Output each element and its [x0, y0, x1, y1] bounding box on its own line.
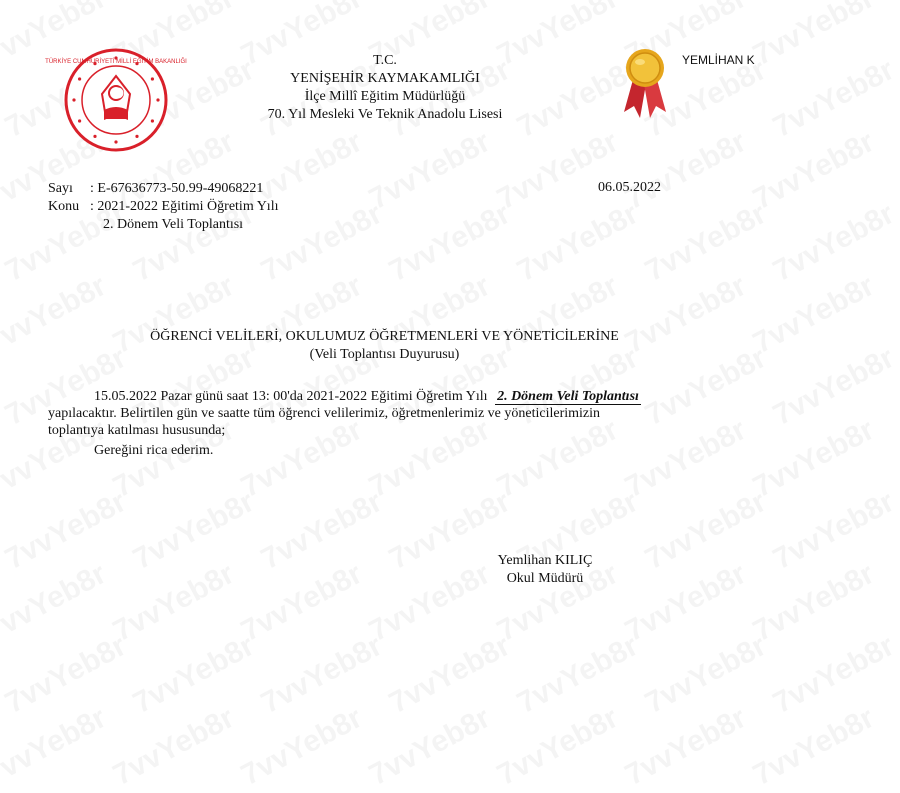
watermark-text — [620, 125, 752, 217]
signature-block — [470, 552, 620, 588]
logo-star — [78, 77, 81, 80]
watermark-text — [0, 701, 112, 793]
document-meta — [48, 180, 278, 234]
header-district: YENİŞEHİR KAYMAKAMLIĞI — [290, 71, 480, 86]
watermark-text — [256, 629, 388, 721]
body-closing: Gereğini rica ederim. — [94, 443, 214, 458]
logo-star — [72, 98, 75, 101]
addressee-line1: ÖĞRENCİ VELİLERİ, OKULUMUZ ÖĞRETMENLERİ VE YÖNETİCİLERİNE — [150, 329, 619, 344]
watermark-text — [512, 197, 644, 289]
logo-star — [156, 98, 159, 101]
signatory-name: Yemlihan KILIÇ — [497, 553, 593, 568]
header-country: T.C. — [373, 53, 397, 68]
logo-star — [151, 77, 154, 80]
number-value: : E-67636773-50.99-49068221 — [90, 181, 264, 196]
watermark-text — [512, 629, 644, 721]
watermark-text — [640, 197, 772, 289]
body-line2: yapılacaktır. Belirtilen gün ve saatte tüm öğrenci velilerimiz, öğretmenlerimiz ve yöneticilerimizin — [48, 406, 601, 421]
logo-caption: TÜRKİYE CUMHURİYETİ MİLLİ EĞİTİM BAKANLIĞI — [45, 59, 187, 65]
watermark-text — [128, 629, 260, 721]
meeting-highlight: 2. Dönem Veli Toplantısı — [497, 389, 639, 404]
watermark-text — [128, 485, 260, 577]
body-line3: toplantıya katılması hususunda; — [48, 423, 226, 438]
watermark-text — [384, 629, 516, 721]
document-date: 06.05.2022 — [598, 180, 661, 195]
number-label: Sayı — [48, 181, 73, 196]
logo-star — [93, 135, 96, 138]
subject-line1: : 2021-2022 Eğitimi Öğretim Yılı — [90, 199, 279, 214]
watermark-text — [236, 701, 368, 793]
watermark-text — [768, 341, 900, 433]
watermark-text — [364, 701, 496, 793]
watermark-text — [748, 413, 880, 505]
watermark-text — [748, 557, 880, 649]
header-school: 70. Yıl Mesleki Ve Teknik Anadolu Lisesi — [267, 107, 503, 122]
watermark-text — [0, 629, 132, 721]
watermark-text — [108, 557, 240, 649]
body-text — [48, 388, 728, 459]
watermark-text — [492, 701, 624, 793]
watermark-text — [236, 557, 368, 649]
body-line1: 15.05.2022 Pazar günü saat 13: 00'da 2021-2022 Eğitimi Öğretim Yılı — [94, 389, 488, 404]
watermark-text — [768, 485, 900, 577]
addressee — [0, 328, 769, 364]
logo-star — [135, 135, 138, 138]
watermark-text — [748, 125, 880, 217]
e-signature-ribbon-icon — [620, 46, 670, 122]
watermark-text — [748, 701, 880, 793]
watermark-text — [620, 557, 752, 649]
watermark-text — [768, 53, 900, 145]
watermark-text — [256, 485, 388, 577]
watermark-text — [768, 197, 900, 289]
watermark-text — [640, 485, 772, 577]
ministry-logo — [45, 48, 187, 152]
subject-label: Konu — [48, 199, 80, 214]
signatory-title: Okul Müdürü — [506, 571, 584, 586]
logo-star — [114, 140, 117, 143]
document-header — [230, 52, 540, 124]
e-signer-name: YEMLİHAN K — [682, 53, 755, 67]
watermark-text — [768, 629, 900, 721]
watermark-text — [364, 125, 496, 217]
watermark-text — [0, 557, 112, 649]
watermark-text — [640, 629, 772, 721]
logo-star — [78, 119, 81, 122]
addressee-line2: (Veli Toplantısı Duyurusu) — [309, 347, 460, 362]
subject-line2: 2. Dönem Veli Toplantısı — [103, 217, 244, 232]
header-directorate: İlçe Millî Eğitim Müdürlüğü — [304, 89, 466, 104]
logo-star — [151, 119, 154, 122]
watermark-text — [108, 701, 240, 793]
watermark-text — [620, 701, 752, 793]
watermark-text — [384, 197, 516, 289]
watermark-text — [0, 485, 132, 577]
watermark-text — [492, 125, 624, 217]
watermark-text — [748, 0, 880, 73]
